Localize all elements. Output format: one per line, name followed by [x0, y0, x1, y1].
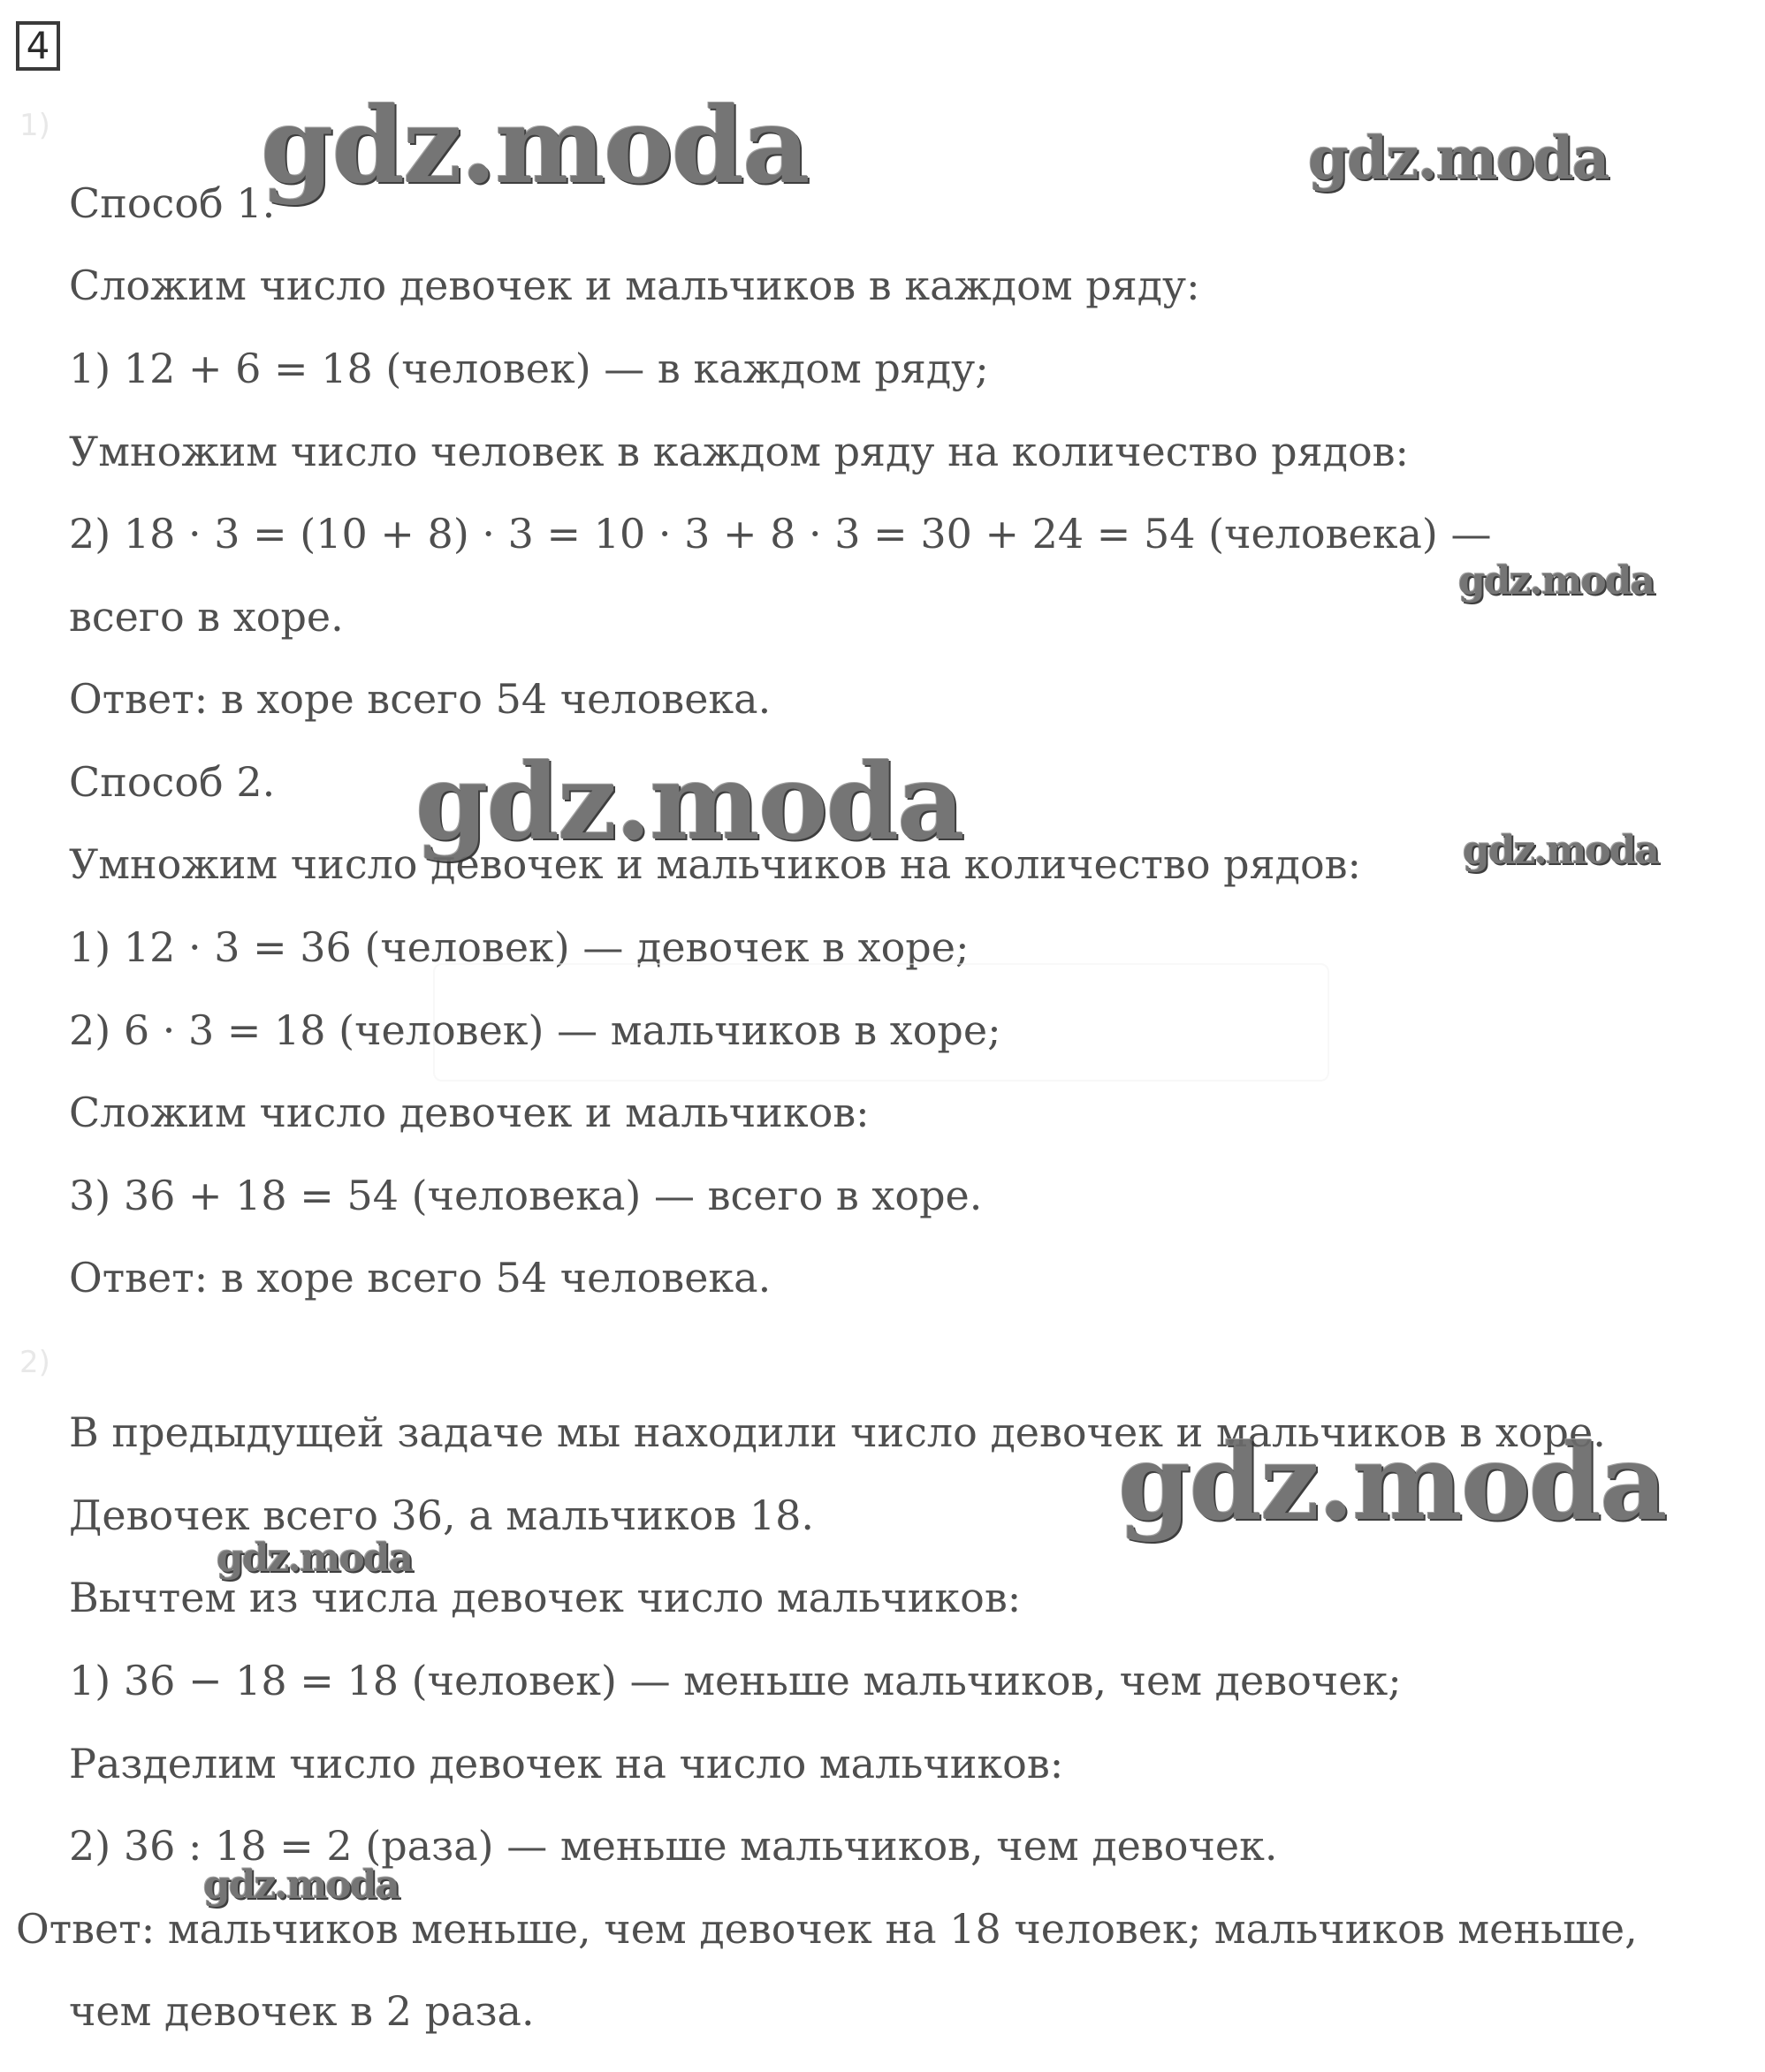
task-number-badge: 4	[16, 21, 60, 71]
text-line: Сложим число девочек и мальчиков:	[69, 1089, 870, 1136]
answer-line: Ответ: в хоре всего 54 человека.	[69, 675, 772, 723]
text-line: 1) 12 + 6 = 18 (человек) — в каждом ряду;	[69, 345, 989, 392]
text-line: Сложим число девочек и мальчиков в каждом ряду:	[69, 262, 1200, 309]
part-label-1: 1)	[19, 108, 50, 143]
text-line: Способ 2.	[69, 758, 276, 806]
watermark-logo: gdz.moda	[203, 1863, 399, 1908]
text-line: 3) 36 + 18 = 54 (человека) — всего в хоре.	[69, 1172, 983, 1219]
watermark-logo: gdz.moda	[1458, 558, 1655, 603]
text-line: 2) 36 : 18 = 2 (раза) — меньше мальчиков, чем девочек.	[69, 1822, 1278, 1870]
text-line: Разделим число девочек на число мальчиков:	[69, 1740, 1064, 1787]
watermark-logo: gdz.moda	[415, 740, 963, 863]
text-line: Способ 1.	[69, 179, 276, 227]
part-label-2: 2)	[19, 1345, 50, 1380]
answer-line: Ответ: в хоре всего 54 человека.	[69, 1254, 772, 1302]
text-line: Умножим число девочек и мальчиков на количество рядов:	[69, 840, 1362, 888]
text-line: всего в хоре.	[69, 593, 344, 641]
text-line: 2) 6 · 3 = 18 (человек) — мальчиков в хоре;	[69, 1006, 1001, 1054]
text-line: Умножим число человек в каждом ряду на количество рядов:	[69, 428, 1410, 475]
text-line: 1) 12 · 3 = 36 (человек) — девочек в хоре;	[69, 923, 970, 971]
watermark-logo: gdz.moda	[261, 84, 809, 207]
watermark-logo: gdz.moda	[1118, 1421, 1666, 1544]
text-line: чем девочек в 2 раза.	[69, 1987, 535, 2035]
watermark-logo: gdz.moda	[217, 1536, 413, 1581]
text-line: Вычтем из числа девочек число мальчиков:	[69, 1574, 1022, 1621]
text-line: В предыдущей задаче мы находили число девочек и мальчиков в хоре.	[69, 1408, 1606, 1456]
watermark-logo: gdz.moda	[1463, 828, 1659, 873]
text-line: 1) 36 − 18 = 18 (человек) — меньше мальчиков, чем девочек;	[69, 1657, 1402, 1704]
text-line: Девочек всего 36, а мальчиков 18.	[69, 1491, 815, 1539]
faint-background-watermark	[433, 963, 1329, 1082]
text-line: 2) 18 · 3 = (10 + 8) · 3 = 10 · 3 + 8 · 3 = 30 + 24 = 54 (человека) —	[69, 510, 1492, 558]
watermark-logo: gdz.moda	[1308, 124, 1609, 193]
answer-line: Ответ: мальчиков меньше, чем девочек на 18 человек; мальчиков меньше,	[16, 1905, 1638, 1953]
